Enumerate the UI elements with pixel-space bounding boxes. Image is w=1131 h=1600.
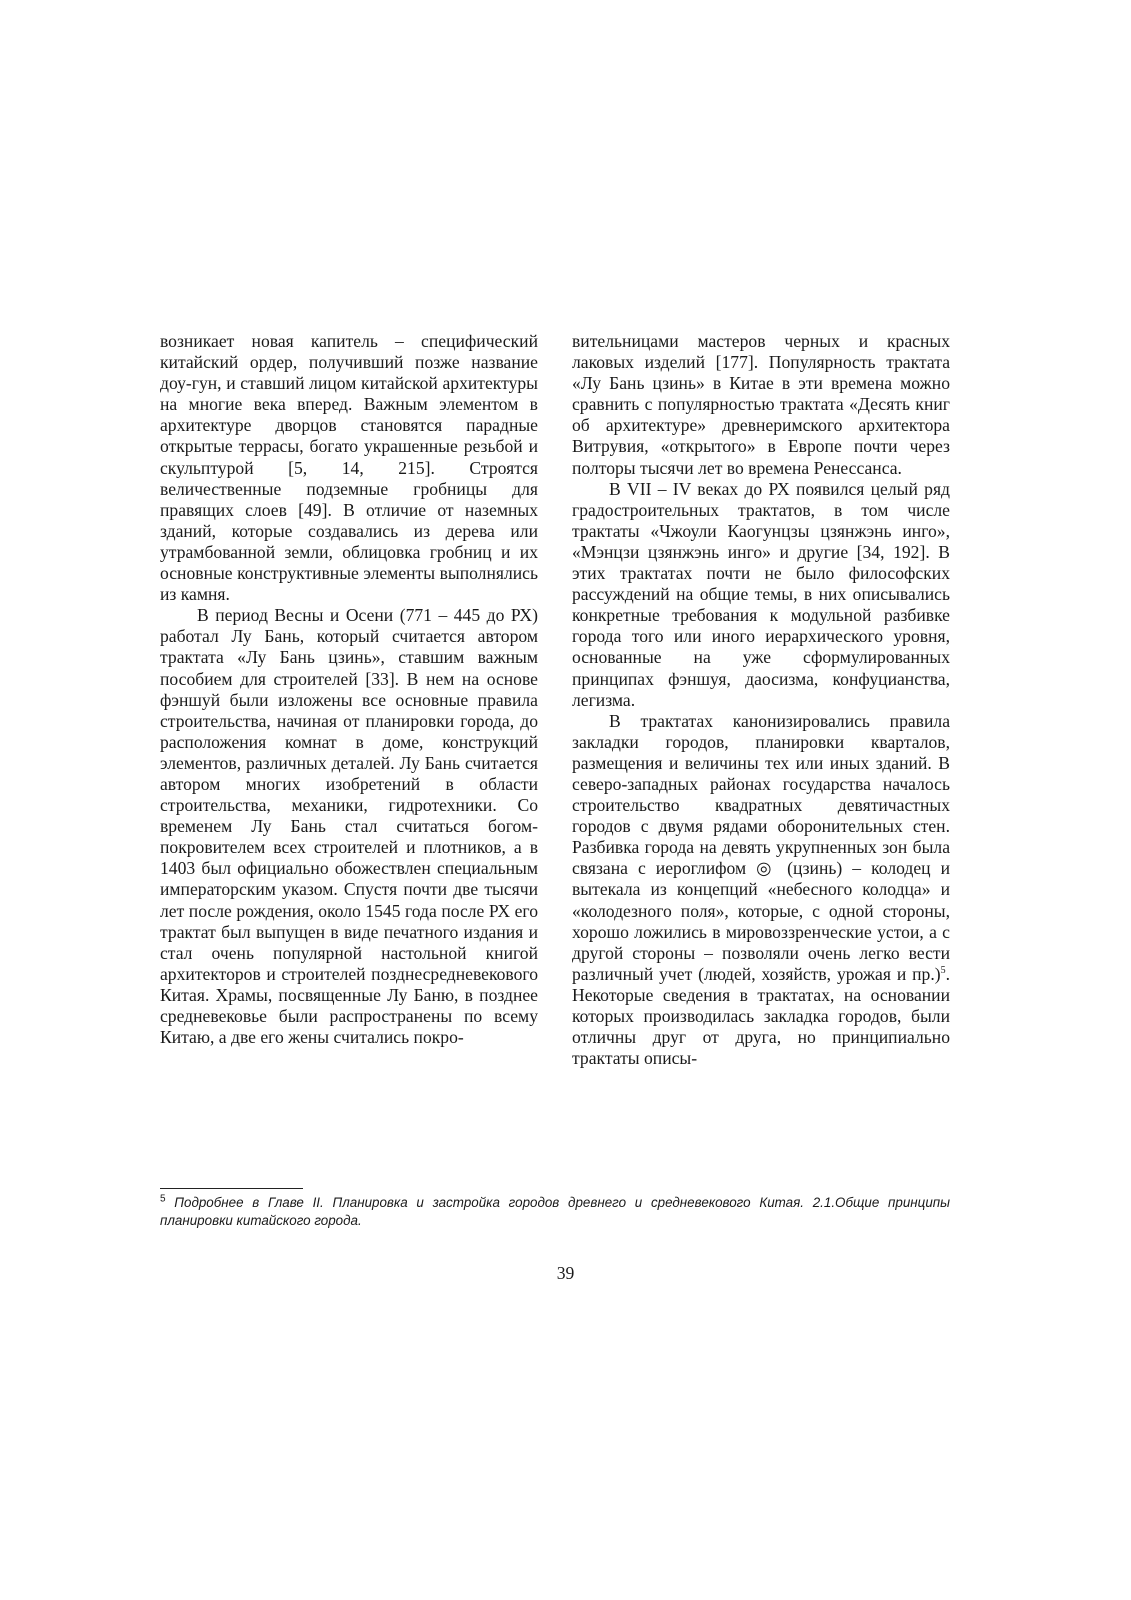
footnote-marker: 5 <box>160 1193 166 1205</box>
paragraph: вительницами мастеров черных и красных лаковых изделий [177]. Популярность трактата «Лу Бань цзинь» в Китае в эти времена можно сравнить с популярностью трактата «Десять книг об архитектуре» древнеримского архитектора Витрувия, «открытого» в Европе почти через полторы тысячи лет во времена Ренессанса. <box>572 331 950 478</box>
paragraph: В период Весны и Осени (771 – 445 до РХ) работал Лу Бань, который считается автором трактата «Лу Бань цзинь», ставшим важным пособием для строителей [33]. В нем на основе фэншуй были изложены все основные правила строительства, начиная от планировки города, до расположения комнат в доме, конструкций элементов, различных деталей. Лу Бань считается автором многих изобретений в области строительства, механики, гидротехники. Со временем Лу Бань стал считаться богом-покровителем всех строителей и плотников, а в 1403 был официально обожествлен специальным императорским указом. Спустя почти две тысячи лет после рождения, около 1545 года после РХ его трактат был выпущен в виде печатного издания и стал очень популярной настольной книгой архитекторов и строителей позднесредневекового Китая. Храмы, посвященные Лу Баню, в позднее средневековье были распространены по всему Китаю, а две его жены считались покро- <box>160 605 538 1048</box>
paragraph <box>572 711 950 1070</box>
paragraph-text: В трактатах канонизировались правила закладки городов, планировки кварталов, размещения и величины тех или иных зданий. В северо-западных районах государства началось строительство квадратных девятичастных городов с двумя рядами оборонительных стен. Разбивка города на девять укрупненных зон была связана с иероглифом ◎ (цзинь) – колодец и вытекала из концепций «небесного колодца» и «колодезного поля», которые, с одной стороны, хорошо ложились в мировоззренческие устои, а с другой стороны – позволяли очень легко вести различный учет (людей, хозяйств, урожая и пр.) <box>572 710 950 984</box>
page-number: 39 <box>556 1263 575 1283</box>
footnote-text: Подробнее в Главе II. Планировка и застройка городов древнего и средневекового Китая. 2.1.Общие принципы планировки китайского города. <box>160 1195 950 1228</box>
right-text-column <box>572 331 950 1069</box>
footnote-reference[interactable]: 5 <box>940 964 946 976</box>
paragraph: возникает новая капитель – специфический китайский ордер, получивший позже название доу-гун, и ставший лицом китайской архитектуры на многие века вперед. Важным элементом в архитектуре дворцов становятся парадные открытые террасы, богато украшенные резьбой и скульптурой [5, 14, 215]. Строятся величественные подземные гробницы для правящих слоев [49]. В отличие от наземных зданий, которые создавались из дерева или утрамбованной земли, облицовка гробниц и их основные конструктивные элементы выполнялись из камня. <box>160 331 538 605</box>
footnote <box>160 1194 950 1230</box>
paragraph: В VII – IV веках до РХ появился целый ряд градостроительных трактатов, в том числе трактаты «Чжоули Каогунцзы цзянжэнь инго», «Мэнцзи цзянжэнь инго» и другие [34, 192]. В этих трактатах почти не было философских рассуждений на общие темы, в них описывались конкретные требования к модульной разбивке города того или иного иерархического уровня, основанные на уже сформулированных принципах фэншуя, даосизма, конфуцианства, легизма. <box>572 478 950 710</box>
left-text-column <box>160 331 538 1048</box>
footnote-separator <box>160 1188 303 1189</box>
paragraph-text: . Некоторые сведения в трактатах, на основании которых производилась закладка городов, были отличны друг от друга, но принципиально трактаты описы- <box>572 963 950 1069</box>
